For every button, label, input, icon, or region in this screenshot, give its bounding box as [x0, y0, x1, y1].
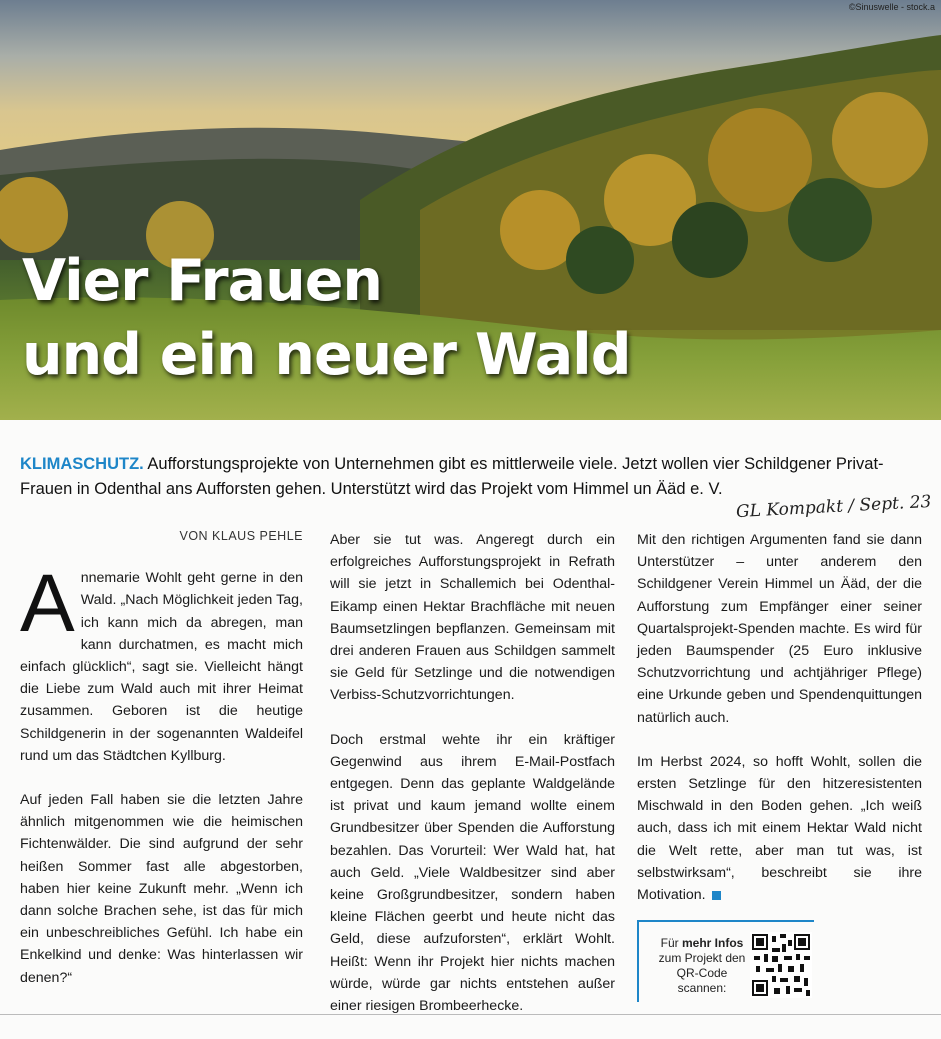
column-2 — [330, 529, 615, 1039]
lead-text: Aufforstungsprojekte von Unternehmen gibt es mittlerweile viele. Jetzt wollen vier Schildgener Privat-Frauen in Odenthal ans Aufforsten gehen. Unterstützt wird das Projekt vom Himmel un Ääd e. V. — [20, 455, 884, 498]
headline-line-2: und ein neuer Wald — [22, 322, 631, 388]
info-post: zum Projekt den QR-Code scannen: — [658, 951, 746, 995]
column-3 — [637, 529, 922, 928]
headline — [22, 244, 631, 392]
handwritten-note: GL Kompakt / Sept. 23 — [735, 491, 932, 523]
lead-kicker: KLIMASCHUTZ. — [20, 455, 144, 473]
paragraph-4: Doch erstmal wehte ihr ein kräftiger Gegenwind aus ihrem E-Mail-Postfach entgegen. Denn das geplante Waldgelände ist privat und kaum jemand wollte einem Grundbesitzer über Spenden die Aufforstung bezahlen. Das Vorurteil: Wer Wald hat, hat auch Geld. „Viele Waldbesitzer sind aber keine Großgrundbesitzer, sondern haben kleine Flächen geerbt und heute nicht das Geld, diese aufzuforsten“, erklärt Wohlt. Heißt: Wenn ihr Projekt hier nichts machen würde, würde gar nichts entstehen außer einer riesigen Brombeerhecke. — [330, 731, 615, 1015]
paragraph-6-text: Im Herbst 2024, so hofft Wohlt, sollen die ersten Setzlinge für den hitzeresistenten Mischwald in den Boden gehen. „Ich weiß auch, dass ich mit einem Hektar Wald nicht die Welt rette, aber man tut was, ist selbstwirksam“, beschreibt sie ihre Motivation. — [637, 753, 922, 904]
lead-paragraph — [20, 452, 900, 502]
info-box-text — [656, 936, 748, 996]
paragraph-6 — [637, 751, 922, 906]
column-1 — [20, 525, 303, 1011]
drop-cap: A — [20, 558, 75, 650]
paragraph-1-text: nnemarie Wohlt geht gerne in den Wald. „Nach Möglichkeit jeden Tag, ich kann mich da abregen, man kann durchatmen, es macht mich einfach glücklich“, sagt sie. Vielleicht hängt die Liebe zum Wald auch mit ihrer Heimat zusammen. Geboren ist die heutige Schildgenerin in der sogenannten Waldeifel rund um das Städtchen Kyllburg. — [20, 570, 303, 764]
paragraph-3: Aber sie tut was. Angeregt durch ein erfolgreiches Aufforstungsprojekt in Refrath will sie jetzt in Schallemich bei Odenthal-Eikamp einen Hektar Brachfläche mit neuen Baumsetzlingen bepflanzen. Gemeinsam mit drei anderen Frauen aus Schildgen sammelt sie Geld für Setzlinge und die notwendigen Verbiss-Schutzvorrichtungen. — [330, 532, 615, 704]
hero-photo — [0, 0, 941, 420]
paragraph-1 — [20, 558, 303, 767]
info-pre: Für — [660, 936, 682, 950]
paragraph-5: Mit den richtigen Argumenten fand sie dann Unterstützer – unter anderem den Schildgener Verein Himmel un Ääd, der die Aufforstung zum Empfänger einer seiner Quartalsprojekt-Spenden machte. Es wird für jeden Baumspender (25 Euro inklusive Schutzvorrichtung und achtjähriger Pflege) eine Urkunde geben und Spendenquittungen natürlich auch. — [637, 532, 922, 726]
info-bold: mehr Infos — [682, 936, 744, 950]
photo-credit: ©Sinuswelle - stock.a — [848, 2, 935, 12]
paragraph-2: Auf jeden Fall haben sie die letzten Jahre ähnlich mitgenommen wie die heimischen Fichtenwälder. Die sind aufgrund der sehr heißen Sommer fast alle abgestorben, haben hier keine Zukunft mehr. „Wenn ich dann solche Brachen sehe, ist das für mich ein unbeschreibliches Gefühl. Ich habe ein Enkelkind und denke: Was hinterlassen wir denen?“ — [20, 792, 303, 986]
headline-line-1: Vier Frauen — [22, 248, 382, 314]
end-mark-icon — [712, 891, 721, 900]
byline: VON KLAUS PEHLE — [179, 529, 303, 543]
qr-code-icon[interactable] — [750, 932, 812, 998]
bottom-rule — [0, 1014, 941, 1015]
